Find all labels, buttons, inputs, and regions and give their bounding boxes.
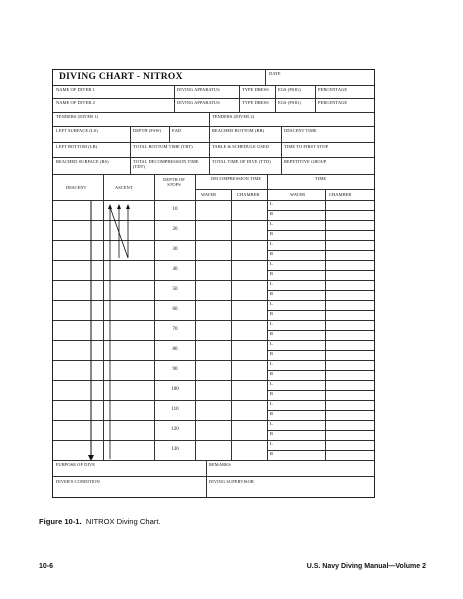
right-marker: R [270, 271, 274, 276]
ead-label: EAD [172, 128, 182, 133]
figure-caption [39, 517, 161, 526]
right-marker: R [270, 391, 274, 396]
figure-label: Figure 10-1. [39, 517, 82, 526]
left-marker: L [270, 341, 273, 346]
depth-stop-label: 70 [172, 327, 178, 332]
depth-stop-label: 40 [172, 267, 178, 272]
depth-fsw-label: DEPTH (FSW) [133, 128, 162, 133]
table-schedule-label: TABLE & SCHEDULE USED [212, 144, 269, 149]
left-marker: L [270, 401, 273, 406]
depth-stop-label: 50 [172, 287, 178, 292]
depth-stop-label: 100 [171, 387, 179, 392]
remarks-label: REMARKS [209, 462, 231, 467]
depth-stop-label: 30 [172, 247, 178, 252]
descent-header: DESCENT [66, 185, 87, 190]
right-marker: R [270, 431, 274, 436]
diver1-name-label: NAME OF DIVER 1 [56, 87, 95, 92]
right-marker: R [270, 251, 274, 256]
depth-stop-label: 10 [172, 207, 178, 212]
diver2-percentage-label: PERCENTAGE [318, 100, 348, 105]
right-marker: R [270, 411, 274, 416]
diving-chart-form [52, 69, 375, 498]
right-marker: R [270, 351, 274, 356]
diver1-egs-label: EGS (PSIG) [278, 87, 301, 92]
reached-surface-label: REACHED SURFACE (RS) [56, 159, 109, 164]
diver2-apparatus-label: DIVING APPARATUS [177, 100, 220, 105]
left-marker: L [270, 261, 273, 266]
total-decompression-label: TOTAL DECOMPRESSION TIME (TDT) [133, 159, 199, 169]
left-bottom-label: LEFT BOTTOM (LB) [56, 144, 98, 149]
water-header: WATER [201, 192, 217, 197]
ascent-arrowhead-2 [117, 204, 121, 209]
ascent-arrowhead-3 [126, 204, 130, 209]
total-bottom-time-label: TOTAL BOTTOM TIME (TBT) [133, 144, 193, 149]
depth-of-stops-header: DEPTH OF STOPS [163, 177, 185, 187]
left-marker: L [270, 221, 273, 226]
diver2-name-label: NAME OF DIVER 2 [56, 100, 95, 105]
time-water-header: WATER [290, 192, 306, 197]
left-marker: L [270, 321, 273, 326]
depth-stop-label: 90 [172, 367, 178, 372]
repetitive-group-label: REPETITIVE GROUP [284, 159, 327, 164]
diver2-egs-label: EGS (PSIG) [278, 100, 301, 105]
descent-arrowhead [88, 455, 94, 461]
depth-stop-label: 60 [172, 307, 178, 312]
time-chamber-header: CHAMBER [329, 192, 352, 197]
depth-stop-label: 130 [171, 447, 179, 452]
page-number: 10-6 [39, 563, 54, 570]
diver2-dress-label: TYPE DRESS [242, 100, 269, 105]
date-label: DATE [269, 71, 281, 76]
left-marker: L [270, 421, 273, 426]
depth-stop-label: 110 [171, 407, 179, 412]
ascent-header: ASCENT [115, 185, 133, 190]
right-marker: R [270, 451, 274, 456]
time-first-stop-label: TIME TO FIRST STOP [284, 144, 329, 149]
right-marker: R [270, 331, 274, 336]
diver1-dress-label: TYPE DRESS [242, 87, 269, 92]
diver1-apparatus-label: DIVING APPARATUS [177, 87, 220, 92]
right-marker: R [270, 291, 274, 296]
ascent-descent-arrows [53, 70, 376, 499]
depth-stop-label: 20 [172, 227, 178, 232]
ascent-arrowhead-1 [108, 204, 112, 209]
tenders2-label: TENDERS (DIVER 2) [212, 114, 255, 119]
left-marker: L [270, 201, 273, 206]
right-marker: R [270, 371, 274, 376]
left-marker: L [270, 441, 273, 446]
manual-title: U.S. Navy Diving Manual—Volume 2 [306, 563, 426, 570]
depth-stop-label: 120 [171, 427, 179, 432]
descent-time-label: DESCENT TIME [284, 128, 317, 133]
diver1-percentage-label: PERCENTAGE [318, 87, 348, 92]
form-title: DIVING CHART - NITROX [59, 72, 183, 82]
left-marker: L [270, 301, 273, 306]
total-time-dive-label: TOTAL TIME OF DIVE (TTD) [212, 159, 271, 164]
depth-stop-label: 80 [172, 347, 178, 352]
tenders1-label: TENDERS (DIVER 1) [56, 114, 99, 119]
right-marker: R [270, 211, 274, 216]
divers-condition-label: DIVER'S CONDITION [56, 479, 100, 484]
purpose-label: PURPOSE OF DIVE [56, 462, 96, 467]
left-marker: L [270, 361, 273, 366]
figure-text: NITROX Diving Chart. [85, 517, 161, 526]
left-surface-label: LEFT SURFACE (LS) [56, 128, 98, 133]
reached-bottom-label: REACHED BOTTOM (RB) [212, 128, 265, 133]
chamber-header: CHAMBER [237, 192, 260, 197]
diving-supervisor-label: DIVING SUPERVISOR [209, 479, 254, 484]
time-header: TIME [315, 176, 327, 181]
left-marker: L [270, 381, 273, 386]
decompression-time-header: DECOMPRESSION TIME [211, 176, 262, 181]
left-marker: L [270, 281, 273, 286]
left-marker: L [270, 241, 273, 246]
right-marker: R [270, 231, 274, 236]
right-marker: R [270, 311, 274, 316]
